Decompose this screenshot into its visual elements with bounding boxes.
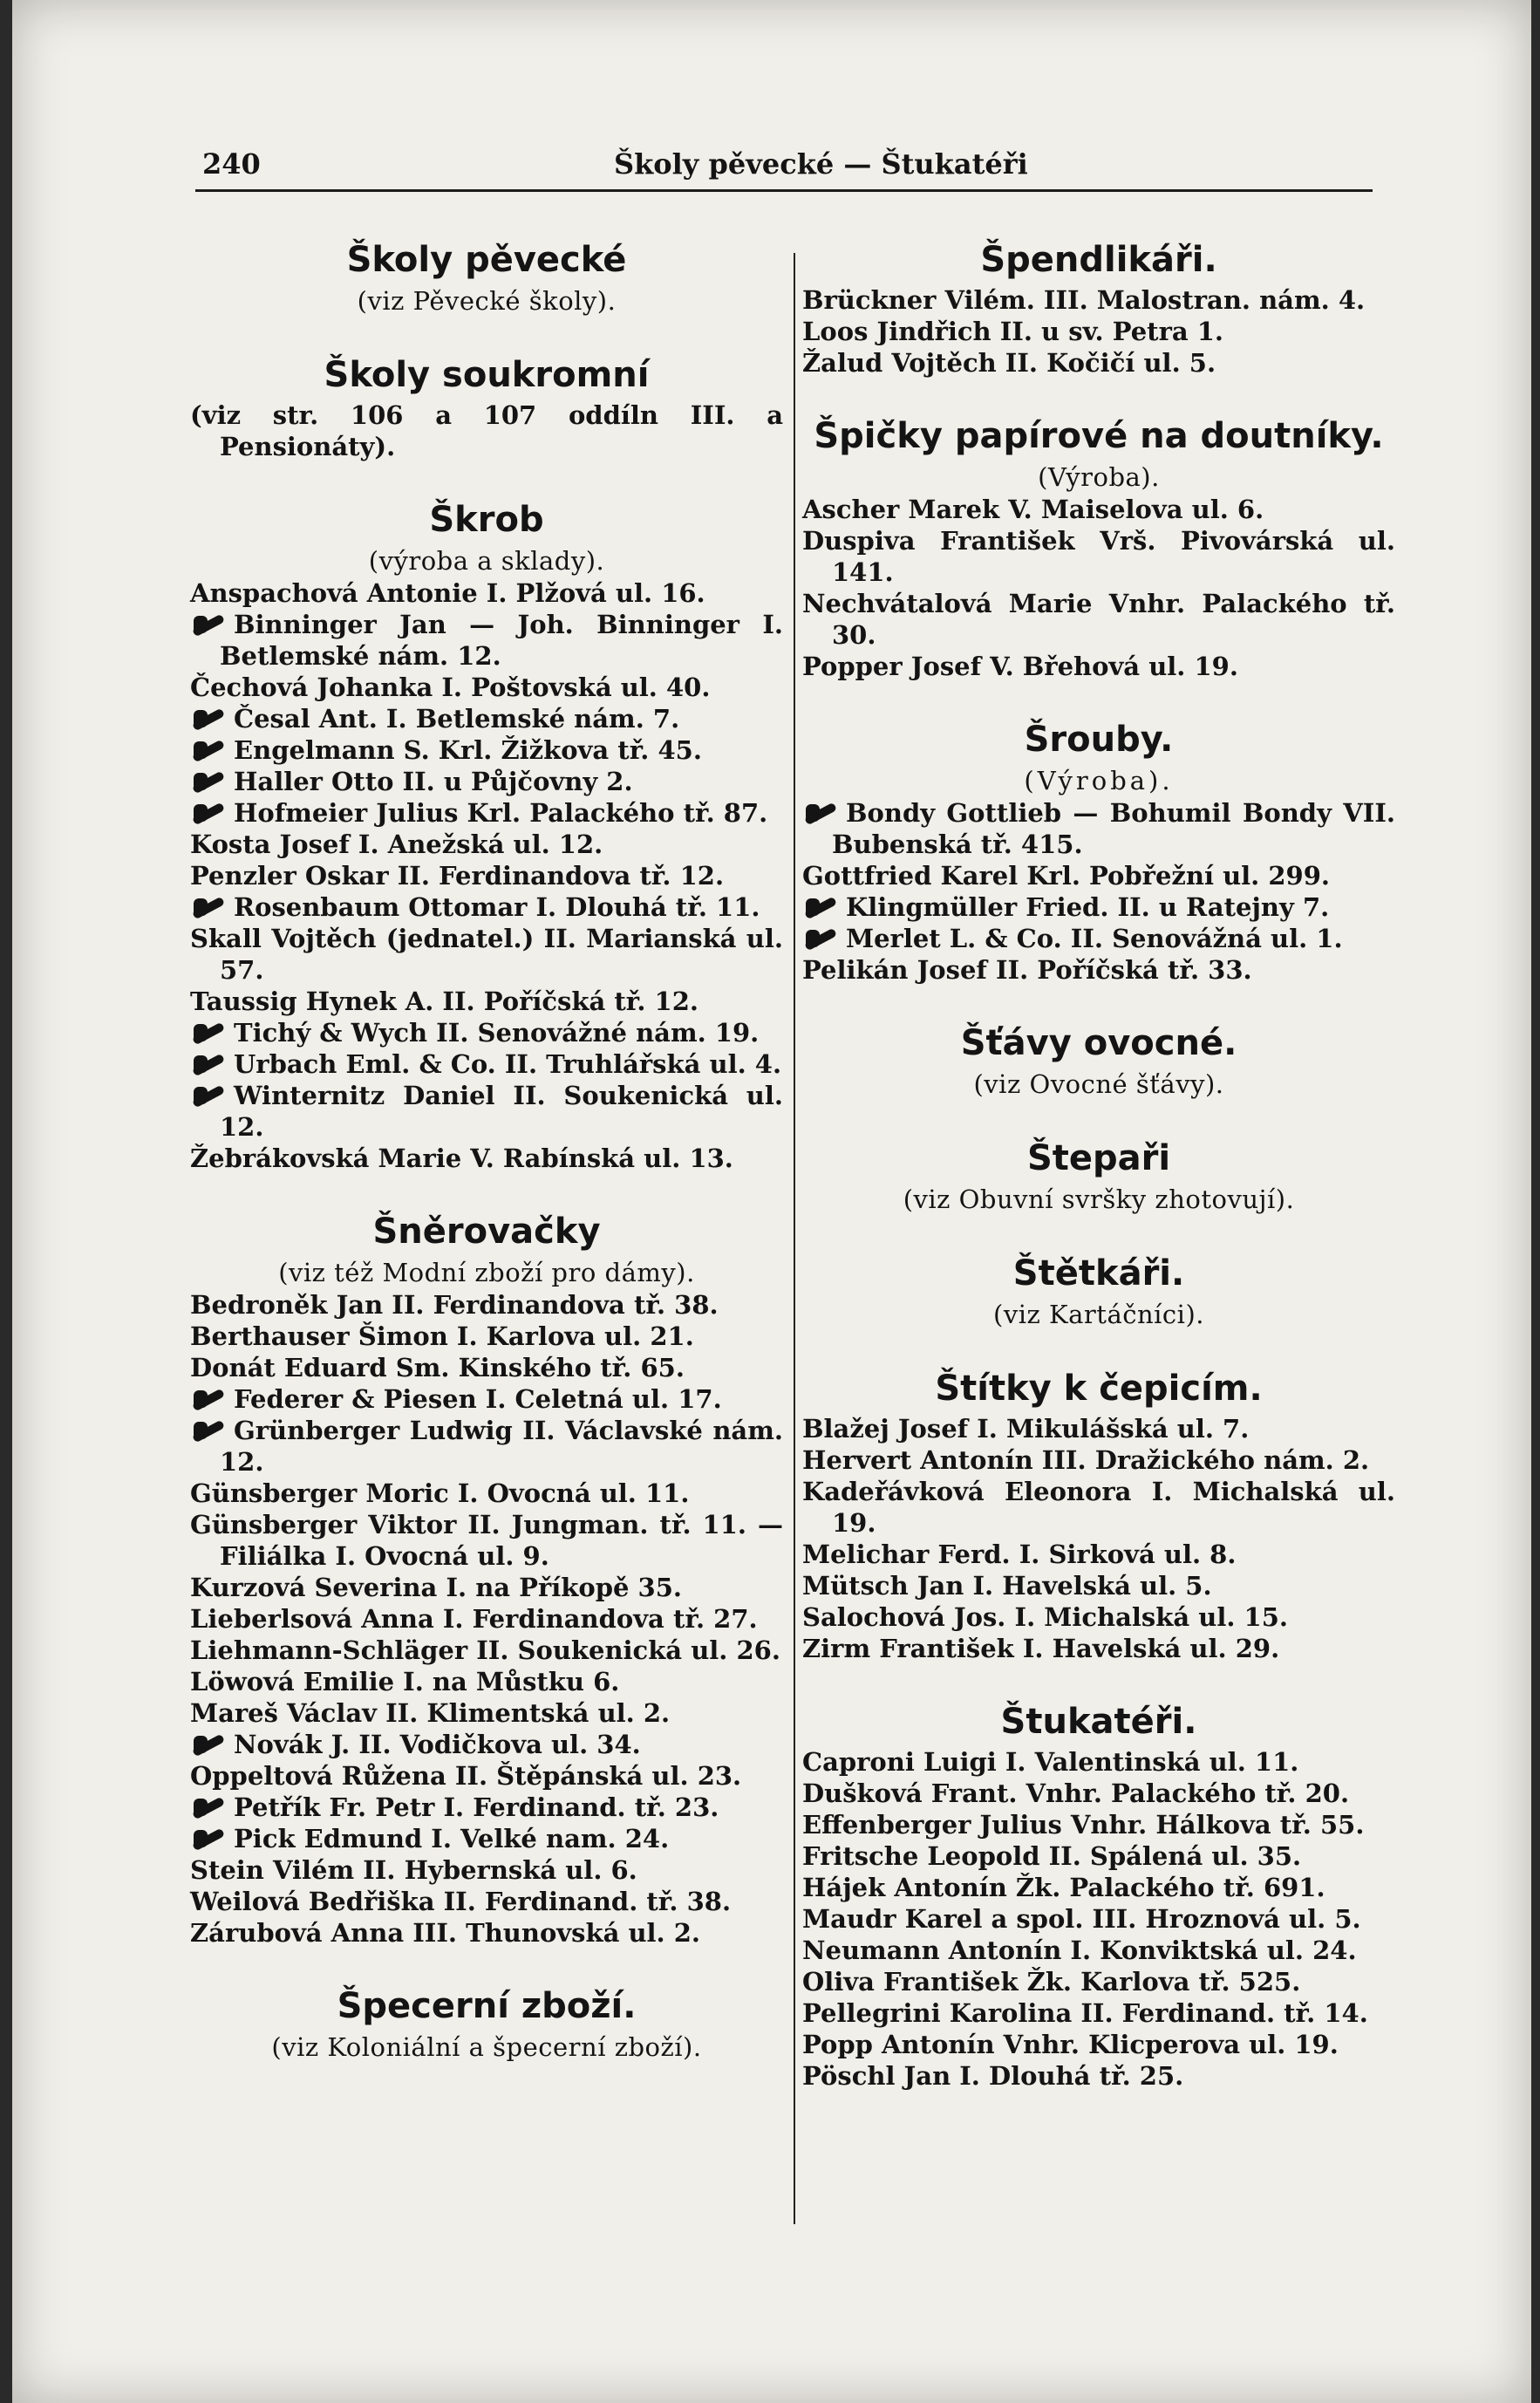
section-subtitle: (výroba a sklady). <box>368 546 605 576</box>
list-item <box>802 1413 1395 1444</box>
entry-text: Merlet L. & Co. II. Senovážná ul. 1. <box>846 924 1343 953</box>
list-item <box>802 651 1395 682</box>
list-item <box>190 1760 783 1792</box>
entry-text: Berthauser Šimon I. Karlova ul. 21. <box>190 1321 694 1351</box>
entry-text: Melichar Ferd. I. Sirková ul. 8. <box>802 1539 1237 1569</box>
entry-text: Oppeltová Růžena II. Štěpánská ul. 23. <box>190 1761 742 1791</box>
section-subtitle: (viz Pěvecké školy). <box>357 286 617 316</box>
section-heading: Šťávy ovocné. <box>960 1023 1237 1063</box>
list-item <box>190 1321 783 1352</box>
list-item <box>190 1635 783 1666</box>
list-item <box>190 829 783 860</box>
list-item <box>190 1383 783 1415</box>
entry-text: Effenberger Julius Vnhr. Hálkova tř. 55. <box>802 1810 1365 1840</box>
pointing-hand-icon <box>802 928 841 949</box>
entry-text: Donát Eduard Sm. Kinského tř. 65. <box>190 1353 685 1382</box>
entry-text: Petřík Fr. Petr I. Ferdinand. tř. 23. <box>234 1792 719 1822</box>
entry-text: Tichý & Wych II. Senovážné nám. 19. <box>234 1018 760 1048</box>
list-item <box>802 494 1395 525</box>
list-item <box>802 1746 1395 1778</box>
pointing-hand-icon <box>190 1389 228 1410</box>
section-subtitle: (viz Kartáčníci). <box>993 1300 1204 1329</box>
section-heading: Štepaři <box>1026 1138 1171 1178</box>
list-item <box>190 986 783 1017</box>
list-item <box>802 923 1395 954</box>
list-item <box>190 1478 783 1509</box>
pointing-hand-icon <box>190 1420 228 1441</box>
section-heading: Špendlikáři. <box>980 240 1217 280</box>
running-title: Školy pěvecké — Štukatéři <box>614 147 1028 181</box>
list-item <box>190 1080 783 1143</box>
entry-text: Hofmeier Julius Krl. Palackého tř. 87. <box>234 798 768 828</box>
list-item <box>190 1415 783 1478</box>
list-item <box>190 399 783 462</box>
list-item <box>802 797 1395 860</box>
section-heading: Špecerní zboží. <box>337 1986 637 2026</box>
entry-text: Stein Vilém II. Hybernská ul. 6. <box>190 1855 637 1885</box>
list-item <box>190 1886 783 1917</box>
list-item <box>802 588 1395 651</box>
entry-text: Skall Vojtěch (jednatel.) II. Marianská ul. 57. <box>190 924 783 985</box>
section-subtitle: (viz Koloniální a špecerní zboží). <box>271 2032 702 2062</box>
section-subtitle: (viz též Modní zboží pro dámy). <box>278 1258 695 1287</box>
list-item <box>802 1778 1395 1809</box>
list-item <box>190 797 783 829</box>
section-heading: Štítky k čepicím. <box>935 1369 1263 1409</box>
entry-text: Zirm František I. Havelská ul. 29. <box>802 1634 1280 1663</box>
section-heading: Školy soukromní <box>324 355 650 395</box>
entry-text: Penzler Oskar II. Ferdinandova tř. 12. <box>190 861 725 891</box>
directory-section <box>802 1134 1395 1216</box>
list-item <box>802 954 1395 986</box>
pointing-hand-icon <box>190 740 228 761</box>
entry-text: Federer & Piesen I. Celetná ul. 17. <box>234 1384 722 1414</box>
entry-text: Taussig Hynek A. II. Poříčská tř. 12. <box>190 986 699 1016</box>
list-item <box>190 1289 783 1321</box>
entry-text: Popp Antonín Vnhr. Klicperova ul. 19. <box>802 2030 1339 2059</box>
entry-text: Čechová Johanka I. Poštovská ul. 40. <box>190 672 711 702</box>
list-item <box>190 891 783 923</box>
section-heading: Šrouby. <box>1024 720 1174 760</box>
entry-text: Kurzová Severina I. na Příkopě 35. <box>190 1573 682 1602</box>
entry-text: Pöschl Jan I. Dlouhá tř. 25. <box>802 2061 1184 2091</box>
list-item <box>190 1823 783 1854</box>
entry-text: Česal Ant. I. Betlemské nám. 7. <box>234 704 680 734</box>
entry-text: Günsberger Viktor II. Jungman. tř. 11. — Filiálka I. Ovocná ul. 9. <box>190 1510 783 1571</box>
column-divider <box>794 253 795 2224</box>
list-item <box>190 860 783 891</box>
pointing-hand-icon <box>190 1022 228 1043</box>
page-header <box>195 144 1373 192</box>
list-item <box>802 2029 1395 2060</box>
entry-text: (viz str. 106 a 107 oddíln III. a Pensionáty). <box>190 400 783 461</box>
list-item <box>190 1352 783 1383</box>
entry-text: Lieberlsová Anna I. Ferdinandova tř. 27. <box>190 1604 758 1634</box>
entry-text: Löwová Emilie I. na Můstku 6. <box>190 1667 620 1696</box>
entry-text: Brückner Vilém. III. Malostran. nám. 4. <box>802 285 1366 315</box>
directory-section <box>190 495 783 1174</box>
list-item <box>802 891 1395 923</box>
entry-text: Dušková Frant. Vnhr. Palackého tř. 20. <box>802 1778 1350 1808</box>
entry-text: Kadeřávková Eleonora I. Michalská ul. 19. <box>802 1477 1395 1538</box>
list-item <box>802 1570 1395 1601</box>
directory-section <box>802 236 1395 379</box>
list-item <box>802 1809 1395 1840</box>
entry-text: Grünberger Ludwig II. Václavské nám. 12. <box>220 1416 783 1477</box>
entry-text: Anspachová Antonie I. Plžová ul. 16. <box>190 578 705 608</box>
list-item <box>190 1143 783 1174</box>
entry-text: Nechvátalová Marie Vnhr. Palackého tř. 30. <box>802 589 1395 650</box>
entry-text: Gottfried Karel Krl. Pobřežní ul. 299. <box>802 861 1330 891</box>
entry-text: Mütsch Jan I. Havelská ul. 5. <box>802 1571 1212 1601</box>
entry-text: Hájek Antonín Žk. Palackého tř. 691. <box>802 1873 1325 1902</box>
list-item <box>802 1903 1395 1935</box>
entry-text: Blažej Josef I. Mikulášská ul. 7. <box>802 1414 1250 1444</box>
entry-text: Žalud Vojtěch II. Kočičí ul. 5. <box>802 348 1216 378</box>
pointing-hand-icon <box>190 1734 228 1755</box>
pointing-hand-icon <box>190 1054 228 1075</box>
entry-text: Liehmann-Schläger II. Soukenická ul. 26. <box>190 1635 780 1665</box>
list-item <box>190 1917 783 1949</box>
list-item <box>190 609 783 672</box>
pointing-hand-icon <box>190 708 228 729</box>
entry-text: Pelikán Josef II. Poříčská tř. 33. <box>802 955 1252 985</box>
entry-text: Günsberger Moric I. Ovocná ul. 11. <box>190 1478 690 1508</box>
list-item <box>190 1603 783 1635</box>
pointing-hand-icon <box>802 897 841 918</box>
list-item <box>190 1572 783 1603</box>
directory-section <box>802 715 1395 986</box>
directory-section <box>802 1697 1395 2092</box>
list-item <box>802 1966 1395 1997</box>
entry-text: Engelmann S. Krl. Žižkova tř. 45. <box>234 735 702 765</box>
entry-text: Oliva František Žk. Karlova tř. 525. <box>802 1967 1301 1997</box>
list-item <box>190 672 783 703</box>
entry-text: Popper Josef V. Břehová ul. 19. <box>802 652 1238 681</box>
entry-text: Rosenbaum Ottomar I. Dlouhá tř. 11. <box>234 892 760 922</box>
list-item <box>190 1017 783 1048</box>
pointing-hand-icon <box>190 614 228 635</box>
directory-section <box>190 1982 783 2064</box>
book-page <box>12 0 1531 2403</box>
entry-text: Binninger Jan — Joh. Binninger I. Betlemské nám. 12. <box>220 610 783 671</box>
list-item <box>190 703 783 734</box>
entry-text: Ascher Marek V. Maiselova ul. 6. <box>802 495 1264 524</box>
entry-text: Winternitz Daniel II. Soukenická ul. 12. <box>220 1081 783 1142</box>
list-item <box>190 1666 783 1697</box>
list-item <box>802 2060 1395 2092</box>
list-item <box>802 1444 1395 1476</box>
section-heading: Šněrovačky <box>372 1212 601 1252</box>
entry-text: Haller Otto II. u Půjčovny 2. <box>234 767 633 796</box>
directory-section <box>190 351 783 462</box>
directory-section <box>802 1364 1395 1664</box>
entry-text: Žebrákovská Marie V. Rabínská ul. 13. <box>190 1143 733 1173</box>
list-item <box>190 1729 783 1760</box>
entry-text: Pellegrini Karolina II. Ferdinand. tř. 14. <box>802 1998 1368 2028</box>
list-item <box>802 1935 1395 1966</box>
entry-text: Loos Jindřich II. u sv. Petra 1. <box>802 317 1224 346</box>
entry-text: Urbach Eml. & Co. II. Truhlářská ul. 4. <box>234 1049 782 1079</box>
pointing-hand-icon <box>802 802 841 823</box>
list-item <box>802 1840 1395 1872</box>
page-number: 240 <box>202 147 261 181</box>
list-item <box>802 1872 1395 1903</box>
section-subtitle: (viz Obuvní svršky zhotovují). <box>903 1184 1295 1214</box>
pointing-hand-icon <box>190 1085 228 1106</box>
entry-text: Salochová Jos. I. Michalská ul. 15. <box>802 1602 1288 1632</box>
list-item <box>190 577 783 609</box>
section-subtitle: (viz Ovocné šťávy). <box>973 1069 1224 1099</box>
directory-section <box>190 1207 783 1949</box>
list-item <box>190 766 783 797</box>
entry-text: Klingmüller Fried. II. u Ratejny 7. <box>846 892 1330 922</box>
section-heading: Štětkáři. <box>1012 1253 1185 1294</box>
list-item <box>802 860 1395 891</box>
entry-text: Caproni Luigi I. Valentinská ul. 11. <box>802 1747 1299 1777</box>
list-item <box>802 347 1395 379</box>
pointing-hand-icon <box>190 897 228 918</box>
list-item <box>190 1854 783 1886</box>
list-item <box>802 1539 1395 1570</box>
entry-text: Bondy Gottlieb — Bohumil Bondy VII. Bubenská tř. 415. <box>832 798 1395 859</box>
list-item <box>802 1476 1395 1539</box>
list-item <box>802 284 1395 316</box>
entry-text: Neumann Antonín I. Konviktská ul. 24. <box>802 1935 1357 1965</box>
entry-text: Kosta Josef I. Anežská ul. 12. <box>190 829 603 859</box>
entry-text: Bedroněk Jan II. Ferdinandova tř. 38. <box>190 1290 719 1320</box>
directory-section <box>802 1019 1395 1101</box>
pointing-hand-icon <box>190 1828 228 1849</box>
list-item <box>190 1792 783 1823</box>
list-item <box>802 525 1395 588</box>
list-item <box>190 734 783 766</box>
section-heading: Špičky papírové na doutníky. <box>814 416 1384 456</box>
list-item <box>190 1048 783 1080</box>
entry-text: Pick Edmund I. Velké nam. 24. <box>234 1824 670 1853</box>
entry-text: Fritsche Leopold II. Spálená ul. 35. <box>802 1841 1302 1871</box>
list-item <box>190 1509 783 1572</box>
section-subtitle: (Výroba). <box>1024 766 1174 795</box>
directory-section <box>190 236 783 317</box>
list-item <box>190 1697 783 1729</box>
section-subtitle: (Výroba). <box>1038 462 1160 492</box>
pointing-hand-icon <box>190 802 228 823</box>
entry-text: Duspiva František Vrš. Pivovárská ul. 141. <box>802 526 1395 587</box>
right-column <box>802 236 1395 2403</box>
entry-text: Zárubová Anna III. Thunovská ul. 2. <box>190 1918 701 1948</box>
list-item <box>802 1633 1395 1664</box>
left-column <box>190 236 783 2403</box>
directory-section <box>802 1249 1395 1331</box>
directory-section <box>802 412 1395 682</box>
list-item <box>802 1601 1395 1633</box>
pointing-hand-icon <box>190 771 228 792</box>
entry-text: Weilová Bedřiška II. Ferdinand. tř. 38. <box>190 1887 732 1916</box>
pointing-hand-icon <box>190 1797 228 1818</box>
section-heading: Štukatéři. <box>1000 1702 1197 1742</box>
entry-text: Mareš Václav II. Klimentská ul. 2. <box>190 1698 671 1728</box>
entry-text: Hervert Antonín III. Dražického nám. 2. <box>802 1445 1370 1475</box>
section-heading: Škrob <box>429 500 544 540</box>
list-item <box>802 316 1395 347</box>
list-item <box>190 923 783 986</box>
entry-text: Novák J. II. Vodičkova ul. 34. <box>234 1730 641 1759</box>
entry-text: Maudr Karel a spol. III. Hroznová ul. 5. <box>802 1904 1361 1934</box>
section-heading: Školy pěvecké <box>346 240 627 280</box>
list-item <box>802 1997 1395 2029</box>
